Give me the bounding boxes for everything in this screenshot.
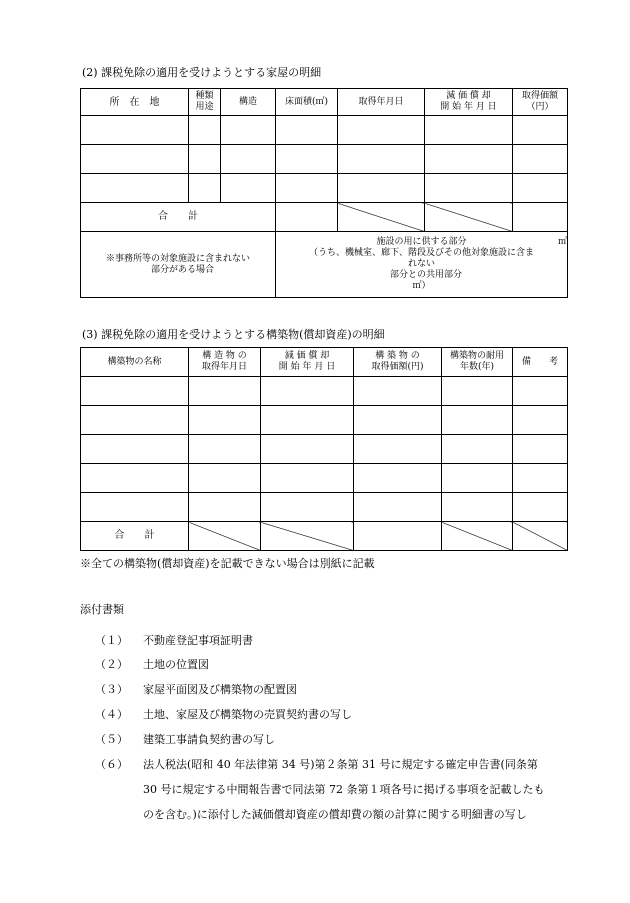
header-kind: 種類 用途 <box>189 89 221 116</box>
attachment-item: （４） 土地、家屋及び構築物の売買契約書の写し <box>95 708 352 721</box>
structures-total-diagonal <box>442 522 513 551</box>
attachment-item-continuation: 30 号に規定する中間報告書で同法第 72 条第１項各号に掲げる事項を記載したも <box>143 783 545 796</box>
structures-cell-acquired[interactable] <box>189 435 261 464</box>
house-row <box>81 174 568 203</box>
house-cell-acquired[interactable] <box>338 145 425 174</box>
house-cell-kind[interactable] <box>189 145 221 174</box>
attachment-item: （５） 建築工事請負契約書の写し <box>95 733 275 746</box>
house-cell-acquired[interactable] <box>338 174 425 203</box>
structures-cell-acquired[interactable] <box>189 377 261 406</box>
house-total-diagonal <box>338 203 425 232</box>
header-floor-area: 床面積(㎡) <box>276 89 338 116</box>
header-structure-price: 構 築 物 の 取得価額(円) <box>354 348 442 377</box>
house-total-diagonal <box>425 203 513 232</box>
structures-cell-acquired[interactable] <box>189 406 261 435</box>
house-cell-location[interactable] <box>81 116 189 145</box>
header-acquired-date: 取得年月日 <box>338 89 425 116</box>
structures-cell-name[interactable] <box>81 464 189 493</box>
header-structure-name: 構築物の名称 <box>81 348 189 377</box>
structures-cell-life[interactable] <box>442 493 513 522</box>
attachment-item: （３） 家屋平面図及び構築物の配置図 <box>95 683 297 696</box>
attachment-item-continuation: のを含む。)に添付した減価償却資産の償却費の額の計算に関する明細書の写し <box>143 808 527 821</box>
structures-total-label: 合 計 <box>81 522 189 551</box>
house-cell-floor-area[interactable] <box>276 116 338 145</box>
house-cell-floor-area[interactable] <box>276 145 338 174</box>
structures-section-title: (3) 課税免除の適用を受けようとする構築物(償却資産)の明細 <box>82 328 385 341</box>
structures-cell-remarks[interactable] <box>513 464 568 493</box>
house-section-title: (2) 課税免除の適用を受けようとする家屋の明細 <box>82 66 322 79</box>
structures-table <box>80 347 568 551</box>
structures-cell-price[interactable] <box>354 435 442 464</box>
house-cell-price[interactable] <box>513 174 568 203</box>
house-total-label: 合 計 <box>81 203 276 232</box>
structures-cell-name[interactable] <box>81 493 189 522</box>
house-note-left: ※事務所等の対象施設に含まれない 部分がある場合 <box>81 232 276 298</box>
structures-row <box>81 406 568 435</box>
house-note-row <box>81 232 568 298</box>
structures-footnote: ※全ての構築物(償却資産)を記載できない場合は別紙に記載 <box>80 557 375 570</box>
structures-total-diagonal <box>261 522 354 551</box>
house-row <box>81 116 568 145</box>
structures-cell-life[interactable] <box>442 377 513 406</box>
structures-cell-remarks[interactable] <box>513 493 568 522</box>
house-header-row <box>81 89 568 116</box>
structures-row <box>81 464 568 493</box>
structures-cell-price[interactable] <box>354 464 442 493</box>
structures-cell-name[interactable] <box>81 435 189 464</box>
house-cell-dep-start[interactable] <box>425 116 513 145</box>
structures-total-price[interactable] <box>354 522 442 551</box>
house-row <box>81 145 568 174</box>
structures-total-diagonal <box>513 522 568 551</box>
structures-cell-dep-start[interactable] <box>261 464 354 493</box>
house-table <box>80 88 568 298</box>
structures-header-row <box>81 348 568 377</box>
structures-cell-acquired[interactable] <box>189 493 261 522</box>
structures-cell-name[interactable] <box>81 377 189 406</box>
header-structure-acquired: 構 造 物 の 取得年月日 <box>189 348 261 377</box>
structures-row <box>81 435 568 464</box>
header-structure-life: 構築物の耐用 年数(年) <box>442 348 513 377</box>
structures-cell-dep-start[interactable] <box>261 377 354 406</box>
attachment-item: （６） 法人税法(昭和 40 年法律第 34 号)第２条第 31 号に規定する確定申告書(同条第 <box>95 758 538 771</box>
structures-cell-life[interactable] <box>442 464 513 493</box>
house-cell-structure[interactable] <box>221 174 276 203</box>
house-cell-price[interactable] <box>513 145 568 174</box>
house-cell-dep-start[interactable] <box>425 145 513 174</box>
house-cell-location[interactable] <box>81 174 189 203</box>
structures-cell-dep-start[interactable] <box>261 406 354 435</box>
structures-cell-life[interactable] <box>442 406 513 435</box>
house-total-floor-area[interactable] <box>276 203 338 232</box>
structures-cell-name[interactable] <box>81 406 189 435</box>
attachment-item: （１） 不動産登記事項証明書 <box>95 634 253 647</box>
house-cell-dep-start[interactable] <box>425 174 513 203</box>
header-structure: 構造 <box>221 89 276 116</box>
house-total-row <box>81 203 568 232</box>
house-total-price[interactable] <box>513 203 568 232</box>
house-cell-kind[interactable] <box>189 174 221 203</box>
structures-cell-remarks[interactable] <box>513 435 568 464</box>
structures-cell-acquired[interactable] <box>189 464 261 493</box>
structures-row <box>81 493 568 522</box>
header-depreciation-start: 減 価 償 却 開 始 年 月 日 <box>425 89 513 116</box>
house-cell-location[interactable] <box>81 145 189 174</box>
header-location: 所 在 地 <box>81 89 189 116</box>
house-cell-kind[interactable] <box>189 116 221 145</box>
structures-cell-remarks[interactable] <box>513 406 568 435</box>
house-cell-floor-area[interactable] <box>276 174 338 203</box>
structures-cell-price[interactable] <box>354 406 442 435</box>
attachment-item: （２） 土地の位置図 <box>95 658 209 671</box>
structures-cell-life[interactable] <box>442 435 513 464</box>
header-acquisition-price: 取得価額 （円） <box>513 89 568 116</box>
house-cell-price[interactable] <box>513 116 568 145</box>
structures-total-row <box>81 522 568 551</box>
attachments-title: 添付書類 <box>80 603 124 616</box>
structures-cell-remarks[interactable] <box>513 377 568 406</box>
structures-cell-dep-start[interactable] <box>261 493 354 522</box>
house-cell-structure[interactable] <box>221 116 276 145</box>
structures-total-diagonal <box>189 522 261 551</box>
structures-row <box>81 377 568 406</box>
structures-cell-price[interactable] <box>354 493 442 522</box>
header-structure-remarks: 備 考 <box>513 348 568 377</box>
header-structure-dep-start: 減 価 償 却 開 始 年 月 日 <box>261 348 354 377</box>
house-cell-structure[interactable] <box>221 145 276 174</box>
structures-cell-dep-start[interactable] <box>261 435 354 464</box>
house-cell-acquired[interactable] <box>338 116 425 145</box>
structures-cell-price[interactable] <box>354 377 442 406</box>
house-note-right[interactable]: 施設の用に供する部分 ㎡ （うち、機械室、廊下、階段及びその他対象施設に含ま れない 部分との共用部分 ㎡） <box>276 232 568 298</box>
